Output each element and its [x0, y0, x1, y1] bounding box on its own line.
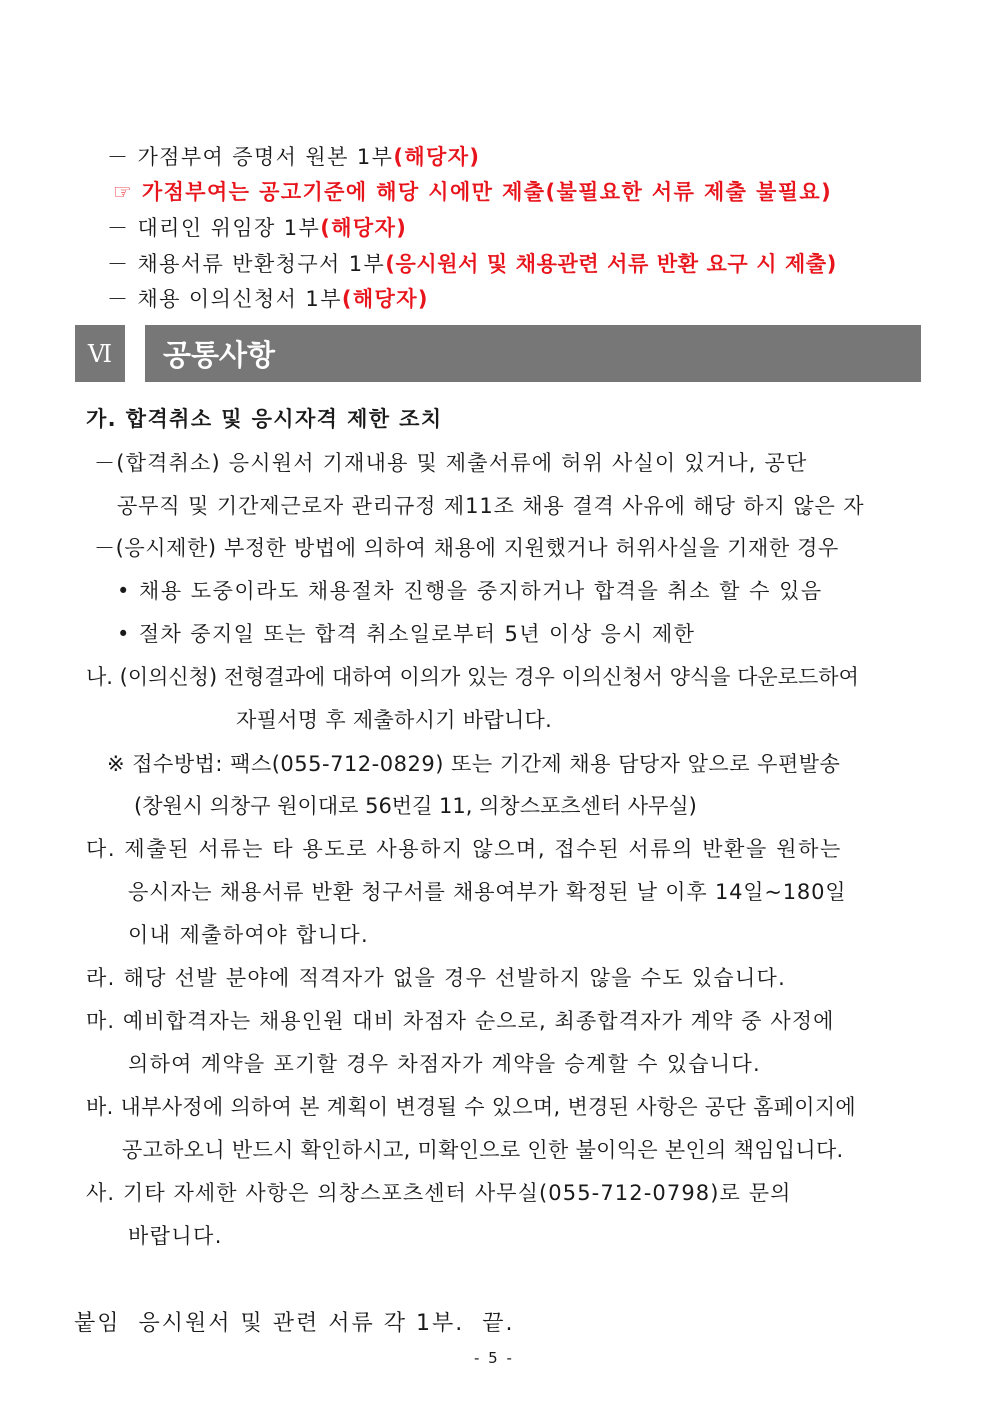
paragraph-line: 나. (이의신청) 전형결과에 대하여 이의가 있는 경우 이의신청서 양식을 다운로드하여: [86, 665, 859, 689]
paragraph-line: 의하여 계약을 포기할 경우 차점자가 계약을 승계할 수 있습니다.: [128, 1052, 762, 1076]
section-number: Ⅵ: [75, 325, 125, 382]
note-line: (창원시 의창구 원이대로 56번길 11, 의창스포츠센터 사무실): [134, 794, 697, 818]
paragraph-line: 다. 제출된 서류는 타 용도로 사용하지 않으며, 접수된 서류의 반환을 원하는: [86, 837, 842, 861]
section-title: 공통사항: [145, 325, 921, 382]
paragraph-line: 공무직 및 기간제근로자 관리규정 제11조 채용 결격 사유에 해당 하지 않은 자: [117, 494, 865, 518]
note-line: ※ 접수방법: 팩스(055-712-0829) 또는 기간제 채용 담당자 앞으로 우편발송: [107, 752, 841, 776]
list-item: － 채용 이의신청서 1부(해당자): [107, 287, 429, 311]
paragraph-line: 라. 해당 선발 분야에 적격자가 없을 경우 선발하지 않을 수도 있습니다.: [86, 966, 787, 990]
paragraph-line: －(응시제한) 부정한 방법에 의하여 채용에 지원했거나 허위사실을 기재한 경우: [94, 536, 839, 560]
paragraph-line: 바랍니다.: [128, 1224, 223, 1248]
paragraph-line: 마. 예비합격자는 채용인원 대비 차점자 순으로, 최종합격자가 계약 중 사정에: [86, 1009, 835, 1033]
paragraph-line: －(합격취소) 응시원서 기재내용 및 제출서류에 허위 사실이 있거나, 공단: [94, 451, 808, 475]
paragraph-line: 공고하오니 반드시 확인하시고, 미확인으로 인한 불이익은 본인의 책임입니다.: [122, 1138, 844, 1162]
attachment-line: 붙임 응시원서 및 관련 서류 각 1부. 끝.: [74, 1311, 515, 1336]
paragraph-line: 응시자는 채용서류 반환 청구서를 채용여부가 확정된 날 이후 14일~180일: [128, 880, 847, 904]
paragraph-line: 이내 제출하여야 합니다.: [128, 923, 370, 947]
bullet-item: • 절차 중지일 또는 합격 취소일로부터 5년 이상 응시 제한: [117, 622, 696, 646]
paragraph-line: 자필서명 후 제출하시기 바랍니다.: [236, 708, 553, 732]
bullet-item: • 채용 도중이라도 채용절차 진행을 중지하거나 합격을 취소 할 수 있음: [117, 579, 823, 603]
list-item: － 채용서류 반환청구서 1부(응시원서 및 채용관련 서류 반환 요구 시 제출): [107, 252, 837, 276]
notice-line: ☞ 가점부여는 공고기준에 해당 시에만 제출(불필요한 서류 제출 불필요): [113, 180, 833, 204]
item-heading: 가. 합격취소 및 응시자격 제한 조치: [86, 407, 443, 431]
list-item: － 가점부여 증명서 원본 1부(해당자): [107, 145, 481, 169]
page-number: - 5 -: [474, 1349, 514, 1367]
list-item: － 대리인 위임장 1부(해당자): [107, 216, 408, 240]
paragraph-line: 사. 기타 자세한 사항은 의창스포츠센터 사무실(055-712-0798)로 문의: [86, 1181, 792, 1205]
paragraph-line: 바. 내부사정에 의하여 본 계획이 변경될 수 있으며, 변경된 사항은 공단 홈페이지에: [86, 1095, 857, 1119]
